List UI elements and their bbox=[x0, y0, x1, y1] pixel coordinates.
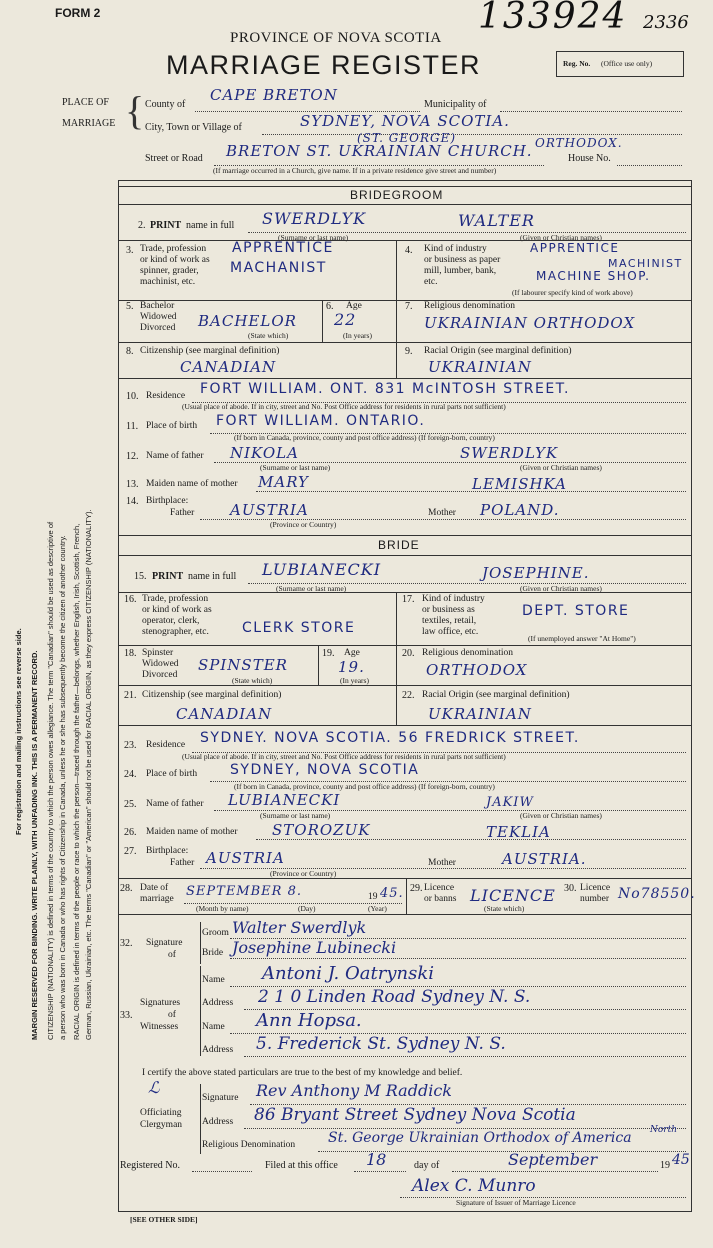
bride-bp-mother: AUSTRIA. bbox=[502, 850, 587, 868]
bride-trade: CLERK STORE bbox=[242, 620, 356, 636]
wit2-name-label: Name bbox=[202, 1022, 225, 1032]
bride-residence-num: 23. bbox=[124, 740, 137, 751]
register-small-number: 2336 bbox=[643, 12, 689, 33]
groom-industry-label-1: Kind of industry bbox=[424, 244, 487, 254]
groom-status-label-3: Divorced bbox=[140, 323, 176, 333]
clergy-denomination: St. George Ukrainian Orthodox of America bbox=[328, 1130, 632, 1146]
groom-religion-num: 7. bbox=[405, 301, 413, 312]
groom-industry-label-4: etc. bbox=[424, 277, 438, 287]
groom-mother-surname: LEMISHKA bbox=[472, 475, 567, 493]
filed-year: 45 bbox=[672, 1152, 690, 1168]
wit-num: 33. bbox=[120, 1010, 133, 1021]
groom-status-label-1: Bachelor bbox=[140, 301, 175, 311]
bride-age-label: Age bbox=[344, 648, 360, 658]
clergy-address-label: Address bbox=[202, 1117, 234, 1127]
groom-residence-note: (Usual place of abode. If in city, street and No. Post Office address for residents in rural parts not sufficient) bbox=[182, 402, 506, 411]
margin-line-1: For registration and mailing instructions see reverse side. bbox=[14, 628, 23, 835]
groom-industry-label-3: mill, lumber, bank, bbox=[424, 266, 497, 276]
groom-religion: UKRAINIAN ORTHODOX bbox=[424, 314, 636, 332]
bride-name-num: 15. bbox=[134, 571, 147, 582]
groom-father-given: NIKOLA bbox=[230, 444, 299, 462]
bride-father-note-1: (Surname or last name) bbox=[260, 811, 331, 820]
certify-mark: ℒ bbox=[148, 1078, 160, 1097]
bride-heading: BRIDE bbox=[378, 538, 420, 552]
groom-surname-note: (Surname or last name) bbox=[278, 233, 349, 242]
wit2-name: Ann Hopsa. bbox=[256, 1010, 362, 1031]
groom-mother-label: Maiden name of mother bbox=[146, 479, 238, 489]
bride-birthplace: SYDNEY, NOVA SCOTIA bbox=[230, 762, 420, 778]
bride-residence-label: Residence bbox=[146, 740, 186, 750]
groom-trade-2: MACHANIST bbox=[230, 260, 327, 276]
bride-age: 19. bbox=[338, 658, 365, 676]
bride-industry-label-4: law office, etc. bbox=[422, 627, 479, 637]
clergy-denom-extra: North bbox=[650, 1125, 678, 1135]
bride-mother-label: Maiden name of mother bbox=[146, 827, 238, 837]
groom-industry-3: MACHINE SHOP. bbox=[536, 269, 651, 283]
groom-surname: SWERDLYK bbox=[262, 209, 367, 228]
groom-religion-label: Religious denomination bbox=[424, 301, 516, 311]
groom-citizenship: CANADIAN bbox=[180, 358, 277, 376]
bride-surname: LUBIANECKI bbox=[262, 560, 382, 579]
groom-industry-label-2: or business as paper bbox=[424, 255, 501, 265]
bride-industry: DEPT. STORE bbox=[522, 603, 630, 619]
clergy-sig-label: Signature bbox=[202, 1093, 239, 1103]
groom-citizenship-label: Citizenship (see marginal definition) bbox=[140, 346, 280, 356]
bride-citizenship: CANADIAN bbox=[176, 705, 273, 723]
licence-note: (State which) bbox=[484, 904, 525, 913]
filed-label: Filed at this office bbox=[265, 1160, 338, 1171]
groom-father-label: Name of father bbox=[146, 451, 204, 461]
groom-birthplace-num: 11. bbox=[126, 421, 139, 432]
bride-racial: UKRAINIAN bbox=[428, 705, 532, 723]
bride-mother-num: 26. bbox=[124, 827, 137, 838]
filed-month: September bbox=[508, 1150, 598, 1169]
groom-trade-num: 3. bbox=[126, 245, 134, 256]
bride-status-note: (State which) bbox=[232, 676, 273, 685]
groom-father-surname: SWERDLYK bbox=[460, 444, 559, 462]
issuer-signature: Alex C. Munro bbox=[412, 1176, 536, 1196]
groom-birthplace: FORT WILLIAM. ONTARIO. bbox=[216, 413, 426, 429]
date-num: 28. bbox=[120, 883, 133, 894]
groom-age-label: Age bbox=[346, 301, 362, 311]
page-title: MARRIAGE REGISTER bbox=[166, 50, 482, 80]
wit1-name-label: Name bbox=[202, 975, 225, 985]
date-month-day: SEPTEMBER 8. bbox=[186, 884, 302, 899]
groom-residence-num: 10. bbox=[126, 391, 139, 402]
bride-trade-num: 16. bbox=[124, 594, 137, 605]
bride-sig-label: Bride bbox=[202, 948, 224, 958]
county-label: County of bbox=[145, 99, 186, 110]
groom-trade-label-1: Trade, profession bbox=[140, 244, 207, 254]
bride-bp-label-1: Birthplace: bbox=[146, 846, 189, 856]
filed-day: 18 bbox=[366, 1150, 387, 1169]
groom-name-num: 2. bbox=[138, 220, 146, 231]
licence-no-label-2: number bbox=[580, 894, 610, 904]
groom-status: BACHELOR bbox=[198, 312, 297, 330]
date-year-prefix: 19 bbox=[368, 892, 378, 902]
date-label-1: Date of bbox=[140, 883, 169, 893]
place-brace: { bbox=[125, 88, 145, 133]
bride-religion: ORTHODOX bbox=[426, 661, 528, 679]
bride-residence: SYDNEY. NOVA SCOTIA. 56 FREDRICK STREET. bbox=[200, 730, 580, 746]
groom-father-num: 12. bbox=[126, 451, 139, 462]
wit2-address: 5. Frederick St. Sydney N. S. bbox=[256, 1034, 506, 1054]
province-heading: PROVINCE OF NOVA SCOTIA bbox=[230, 30, 442, 46]
groom-mother-given: MARY bbox=[258, 473, 309, 491]
certify-text: I certify the above stated particulars are true to the best of my knowledge and belief. bbox=[142, 1068, 463, 1078]
bride-father-note-2: (Given or Christian names) bbox=[520, 811, 602, 820]
groom-sig-label: Groom bbox=[202, 928, 229, 938]
house-label: House No. bbox=[568, 153, 611, 164]
wit-label-3: Witnesses bbox=[140, 1022, 179, 1032]
bride-industry-num: 17. bbox=[402, 594, 415, 605]
groom-bp-label-1: Birthplace: bbox=[146, 496, 189, 506]
wit1-name: Antoni J. Oatrynski bbox=[262, 963, 434, 984]
bride-industry-label-2: or business as bbox=[422, 605, 475, 615]
licence-num: 29. bbox=[410, 883, 423, 894]
groom-racial-num: 9. bbox=[405, 346, 413, 357]
form-label: FORM 2 bbox=[55, 6, 101, 20]
filed-year-prefix: 19 bbox=[660, 1160, 670, 1171]
sig-label-1: Signature bbox=[146, 938, 183, 948]
bride-industry-note: (If unemployed answer "At Home") bbox=[528, 634, 636, 643]
bride-father-label: Name of father bbox=[146, 799, 204, 809]
groom-trade-label-3: spinner, grader, bbox=[140, 266, 199, 276]
groom-industry-1: APPRENTICE bbox=[530, 241, 620, 255]
groom-age-num: 6. bbox=[326, 301, 334, 312]
street-label: Street or Road bbox=[145, 153, 203, 164]
licence-no-label-1: Licence bbox=[580, 883, 611, 893]
bride-bp-father: AUSTRIA bbox=[206, 849, 285, 867]
reg-no-box bbox=[556, 51, 684, 77]
groom-racial: UKRAINIAN bbox=[428, 358, 532, 376]
groom-racial-label: Racial Origin (see marginal definition) bbox=[424, 346, 572, 356]
bride-religion-num: 20. bbox=[402, 648, 415, 659]
groom-bp-father: AUSTRIA bbox=[230, 501, 309, 519]
bride-racial-label: Racial Origin (see marginal definition) bbox=[422, 690, 570, 700]
date-month-note: (Month by name) bbox=[196, 904, 249, 913]
groom-name-label: name in full bbox=[186, 220, 235, 231]
groom-bp-note: (Province or Country) bbox=[270, 520, 337, 529]
bride-signature: Josephine Lubinecki bbox=[232, 938, 397, 957]
see-other-side: [SEE OTHER SIDE] bbox=[130, 1215, 198, 1224]
groom-status-label-2: Widowed bbox=[140, 312, 177, 322]
bride-bp-note: (Province or Country) bbox=[270, 869, 337, 878]
bride-status-num: 18. bbox=[124, 648, 137, 659]
street-value: BRETON ST. UKRAINIAN CHURCH. bbox=[226, 142, 533, 160]
reg-no-note: (Office use only) bbox=[601, 59, 653, 68]
bride-bp-num: 27. bbox=[124, 846, 137, 857]
date-year-note: (Year) bbox=[368, 904, 387, 913]
clergy-denom-label: Religious Denomination bbox=[202, 1140, 296, 1150]
bride-birthplace-label: Place of birth bbox=[146, 769, 198, 779]
groom-residence-label: Residence bbox=[146, 391, 186, 401]
clergy-signature: Rev Anthony M Raddick bbox=[256, 1081, 452, 1100]
bride-status-label-1: Spinster bbox=[142, 648, 174, 658]
city-label: City, Town or Village of bbox=[145, 122, 242, 133]
licence-label-1: Licence bbox=[424, 883, 455, 893]
groom-given-note: (Given or Christian names) bbox=[520, 233, 602, 242]
groom-industry-note: (If labourer specify kind of work above) bbox=[512, 288, 633, 297]
clergy-label-2: Clergyman bbox=[140, 1120, 183, 1130]
groom-birthplace-note: (If born in Canada, province, county and post office address) (If foreign-born, country) bbox=[234, 433, 495, 442]
groom-age: 22 bbox=[334, 310, 357, 329]
groom-bp-mother: POLAND. bbox=[480, 501, 560, 519]
groom-given: WALTER bbox=[458, 211, 535, 230]
county-value: CAPE BRETON bbox=[210, 86, 338, 104]
bridegroom-heading: BRIDEGROOM bbox=[350, 188, 444, 202]
bride-bp-mother-label: Mother bbox=[428, 858, 456, 868]
bride-age-note: (In years) bbox=[340, 676, 369, 685]
bride-birthplace-note: (If born in Canada, province, county and post office address) (If foreign-born, country) bbox=[234, 782, 495, 791]
groom-age-note: (In years) bbox=[343, 331, 372, 340]
clergy-label-1: Officiating bbox=[140, 1108, 182, 1118]
date-year: 45. bbox=[380, 886, 404, 901]
bride-industry-label-3: textiles, retail, bbox=[422, 616, 477, 626]
margin-line-5: RACIAL ORIGIN is defined in terms of the people or race to which the person—traced through the father—belongs, whether English, Irish, Scottish, French, bbox=[72, 523, 81, 1040]
bride-age-num: 19. bbox=[322, 648, 335, 659]
day-of-label: day of bbox=[414, 1160, 440, 1171]
groom-mother-num: 13. bbox=[126, 479, 139, 490]
groom-trade-label-4: machinist, etc. bbox=[140, 277, 196, 287]
margin-line-3: CITIZENSHIP (NATIONALITY) is defined in terms of the country to which the person owes allegiance. The term "Canadian" should be used as descriptive of bbox=[46, 521, 55, 1040]
sig-label-2: of bbox=[168, 950, 176, 960]
church-extra-2: ORTHODOX. bbox=[535, 136, 623, 150]
wit1-address-label: Address bbox=[202, 998, 234, 1008]
date-day-note: (Day) bbox=[298, 904, 316, 913]
bride-mother-given: TEKLIA bbox=[486, 823, 551, 841]
bride-status: SPINSTER bbox=[198, 656, 288, 674]
groom-name-print: PRINT bbox=[150, 220, 182, 231]
city-value: SYDNEY, NOVA SCOTIA. bbox=[300, 112, 510, 130]
place-note: (If marriage occurred in a Church, give name. If in a private residence give street and number) bbox=[213, 166, 497, 175]
bride-racial-num: 22. bbox=[402, 690, 415, 701]
bride-citizenship-label: Citizenship (see marginal definition) bbox=[142, 690, 282, 700]
groom-status-note: (State which) bbox=[248, 331, 289, 340]
place-label-2: MARRIAGE bbox=[62, 118, 116, 129]
groom-bp-label-2: Father bbox=[170, 508, 195, 518]
bride-father-given: JAKIW bbox=[486, 795, 534, 810]
bride-status-label-3: Divorced bbox=[142, 670, 178, 680]
licence-value: LICENCE bbox=[470, 886, 556, 905]
church-extra: (ST. GEORGE) bbox=[357, 131, 457, 145]
groom-birthplace-label: Place of birth bbox=[146, 421, 198, 431]
bride-bp-label-2: Father bbox=[170, 858, 195, 868]
bride-father-surname: LUBIANECKI bbox=[228, 791, 341, 809]
groom-signature: Walter Swerdlyk bbox=[232, 918, 367, 937]
bride-religion-label: Religious denomination bbox=[422, 648, 514, 658]
bride-trade-label-4: stenographer, etc. bbox=[142, 627, 209, 637]
margin-line-6: German, Russian, Ukrainian, etc. The terms "Canadian" or "American" should not be used for RACIAL ORIGIN, as they express CITIZENSHIP (NATIONALITY). bbox=[84, 509, 93, 1040]
margin-line-2: MARGIN RESERVED FOR BINDING. WRITE PLAINLY, WITH UNFADING INK. THIS IS A PERMANENT RECORD. bbox=[30, 650, 39, 1040]
bride-surname-note: (Surname or last name) bbox=[276, 584, 347, 593]
sig-num: 32. bbox=[120, 938, 133, 949]
bride-status-label-2: Widowed bbox=[142, 659, 179, 669]
bride-given-note: (Given or Christian names) bbox=[520, 584, 602, 593]
groom-trade-1: APPRENTICE bbox=[232, 240, 334, 256]
bride-name-label: name in full bbox=[188, 571, 237, 582]
wit-label-2: of bbox=[168, 1010, 176, 1020]
margin-line-4: a person who was born in Canada or who has rights of Citizenship in Canada, unless he or she has subsequently become the citizen of another country. bbox=[58, 535, 67, 1040]
groom-status-num: 5. bbox=[126, 301, 134, 312]
municipality-label: Municipality of bbox=[424, 99, 487, 110]
bride-mother-surname: STOROZUK bbox=[272, 821, 371, 839]
date-label-2: marriage bbox=[140, 894, 174, 904]
clergy-address: 86 Bryant Street Sydney Nova Scotia bbox=[254, 1105, 576, 1125]
licence-label-2: or banns bbox=[424, 894, 457, 904]
licence-number: No78550. bbox=[618, 886, 696, 902]
wit1-address: 2 1 0 Linden Road Sydney N. S. bbox=[258, 987, 531, 1007]
bride-citizenship-num: 21. bbox=[124, 690, 137, 701]
licence-no-num: 30. bbox=[564, 883, 577, 894]
groom-citizenship-num: 8. bbox=[126, 346, 134, 357]
groom-bp-num: 14. bbox=[126, 496, 139, 507]
groom-father-note-1: (Surname or last name) bbox=[260, 463, 331, 472]
reg-no-label: Reg. No. bbox=[563, 59, 591, 68]
bride-given: JOSEPHINE. bbox=[482, 564, 590, 582]
bride-trade-label-2: or kind of work as bbox=[142, 605, 212, 615]
groom-father-note-2: (Given or Christian names) bbox=[520, 463, 602, 472]
wit2-address-label: Address bbox=[202, 1045, 234, 1055]
bride-father-num: 25. bbox=[124, 799, 137, 810]
groom-industry-num: 4. bbox=[405, 245, 413, 256]
bride-birthplace-num: 24. bbox=[124, 769, 137, 780]
wit-label-1: Signatures bbox=[140, 998, 181, 1008]
bride-trade-label-3: operator, clerk, bbox=[142, 616, 200, 626]
groom-trade-label-2: or kind of work as bbox=[140, 255, 210, 265]
groom-industry-2: MACHINIST bbox=[608, 257, 683, 270]
register-number: 133924 bbox=[478, 0, 628, 37]
place-label-1: PLACE OF bbox=[62, 97, 109, 108]
issuer-note: Signature of Issuer of Marriage Licence bbox=[456, 1198, 576, 1207]
bride-residence-note: (Usual place of abode. If in city, street and No. Post Office address for residents in rural parts not sufficient) bbox=[182, 752, 506, 761]
registered-label: Registered No. bbox=[120, 1160, 180, 1171]
bride-trade-label-1: Trade, profession bbox=[142, 594, 209, 604]
groom-bp-mother-label: Mother bbox=[428, 508, 456, 518]
bride-industry-label-1: Kind of industry bbox=[422, 594, 485, 604]
bride-name-print: PRINT bbox=[152, 571, 184, 582]
groom-residence: FORT WILLIAM. ONT. 831 McINTOSH STREET. bbox=[200, 381, 571, 397]
